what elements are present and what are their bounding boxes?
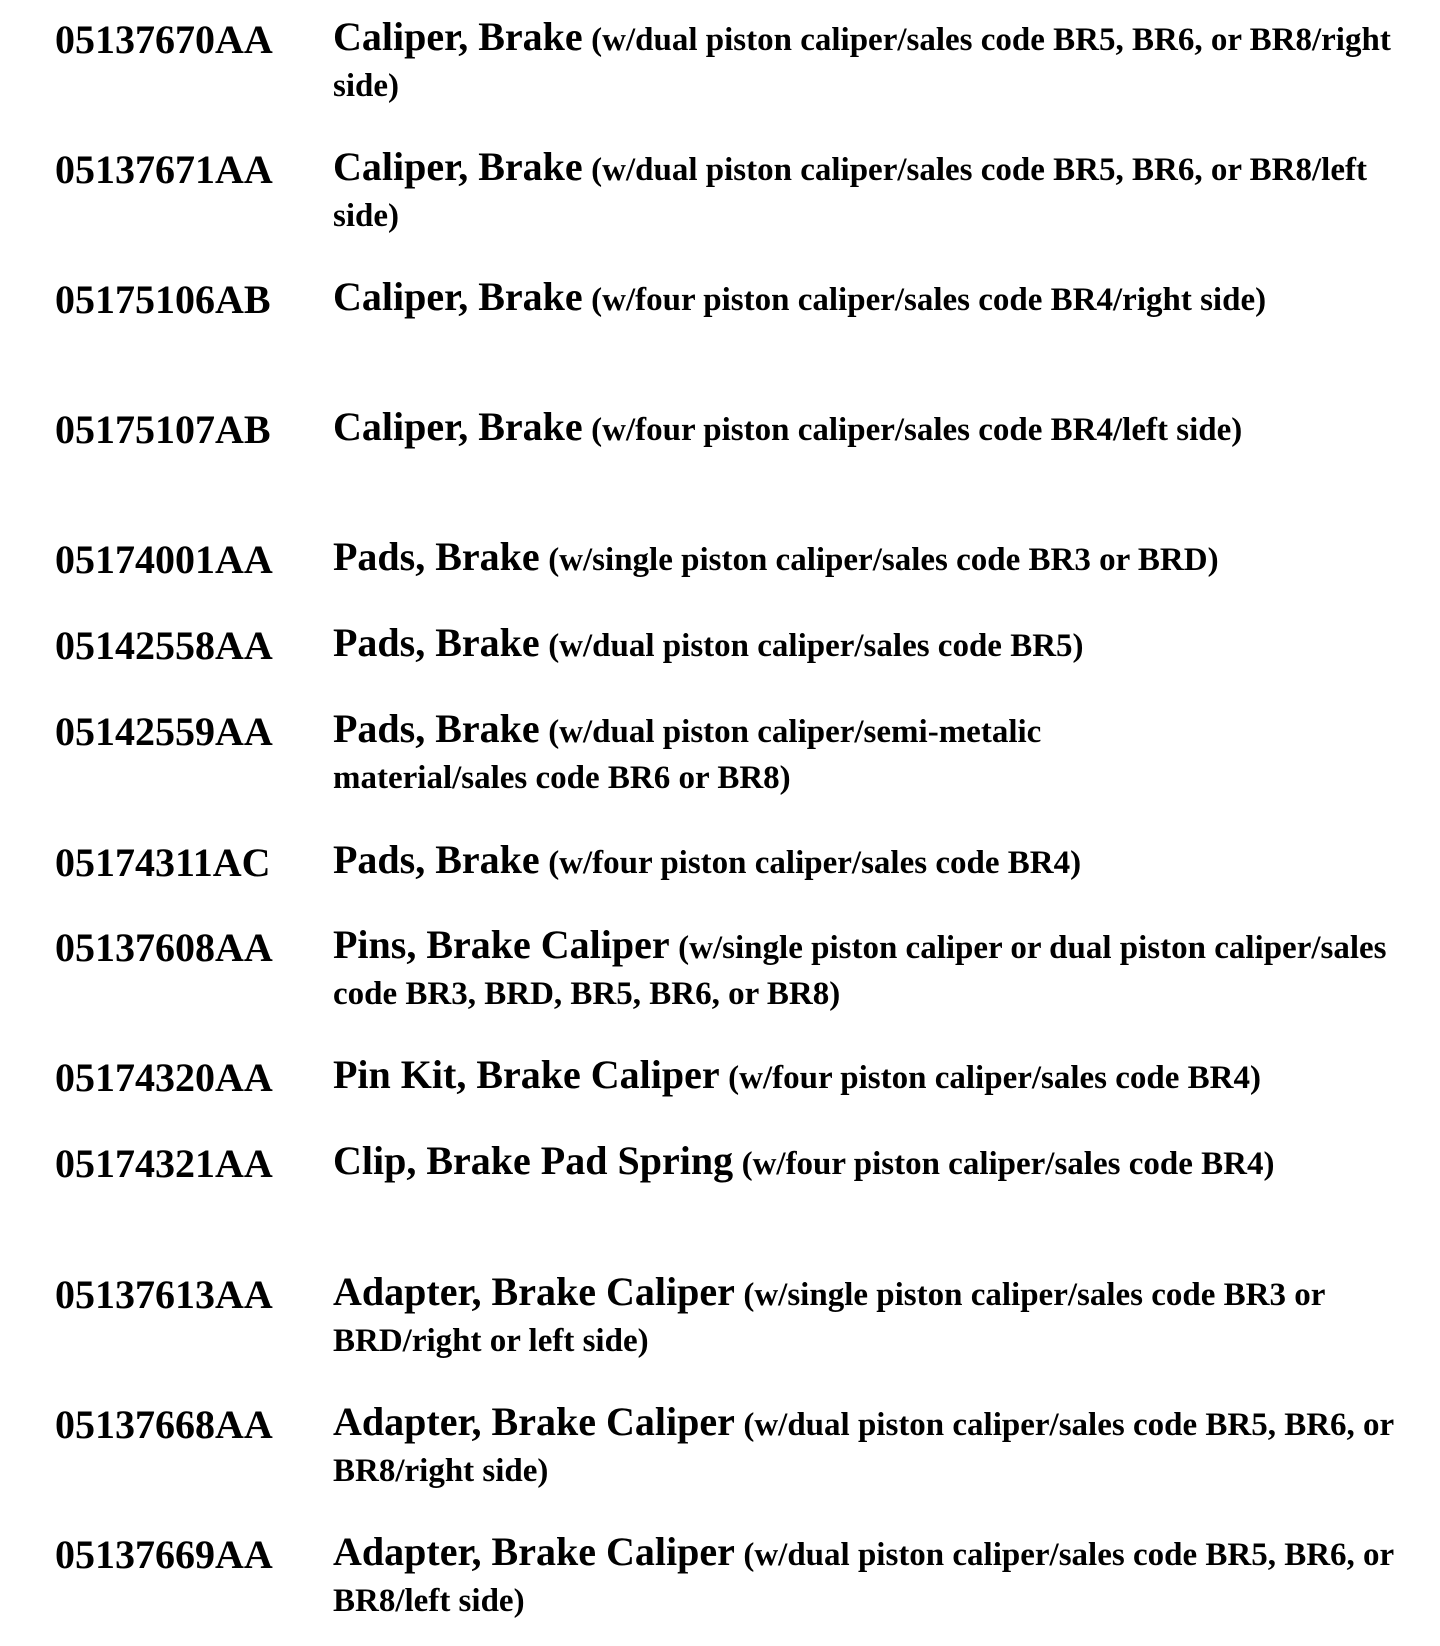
part-description	[333, 706, 1163, 801]
part-name: Caliper, Brake	[333, 274, 583, 319]
part-description	[333, 1138, 1343, 1187]
part-note: (w/single piston caliper/sales code BR3 or BRD/right or left side)	[333, 1277, 1325, 1359]
part-note: (w/four piston caliper/sales code BR4)	[728, 1060, 1262, 1096]
part-description	[333, 922, 1413, 1017]
part-description	[333, 1269, 1413, 1364]
part-note: (w/dual piston caliper/sales code BR5, BR6, or BR8/right side)	[333, 22, 1391, 104]
part-number: 05175106AB	[55, 277, 271, 322]
part-name: Adapter, Brake Caliper	[333, 1399, 735, 1444]
part-name: Caliper, Brake	[333, 404, 583, 449]
part-name: Clip, Brake Pad Spring	[333, 1138, 734, 1183]
part-name: Caliper, Brake	[333, 14, 583, 59]
part-note: (w/four piston caliper/sales code BR4)	[741, 1146, 1275, 1182]
part-number: 05174321AA	[55, 1141, 273, 1186]
part-name: Pads, Brake	[333, 620, 540, 665]
part-note: (w/four piston caliper/sales code BR4/left side)	[591, 412, 1243, 448]
part-note: (w/dual piston caliper/sales code BR5)	[548, 628, 1084, 664]
part-note: (w/single piston caliper/sales code BR3 or BRD)	[548, 542, 1219, 578]
part-note: (w/dual piston caliper/semi-metalic material/sales code BR6 or BR8)	[333, 714, 1042, 796]
part-description	[333, 14, 1413, 109]
part-description	[333, 1529, 1413, 1624]
part-note: (w/dual piston caliper/sales code BR5, BR6, or BR8/right side)	[333, 1407, 1394, 1489]
part-name: Pin Kit, Brake Caliper	[333, 1052, 720, 1097]
part-description	[333, 274, 1413, 323]
part-description	[333, 1399, 1413, 1494]
part-number: 05142558AA	[55, 623, 273, 668]
part-note: (w/single piston caliper or dual piston caliper/sales code BR3, BRD, BR5, BR6, or BR8)	[333, 930, 1387, 1012]
part-name: Pins, Brake Caliper	[333, 922, 670, 967]
part-number: 05137669AA	[55, 1532, 273, 1577]
part-note: (w/four piston caliper/sales code BR4)	[548, 845, 1082, 881]
part-name: Pads, Brake	[333, 837, 540, 882]
part-note: (w/four piston caliper/sales code BR4/right side)	[591, 282, 1267, 318]
part-description	[333, 837, 1413, 886]
part-number: 05174311AC	[55, 840, 271, 885]
part-number: 05137671AA	[55, 147, 273, 192]
part-name: Pads, Brake	[333, 534, 540, 579]
part-number: 05175107AB	[55, 407, 271, 452]
part-description	[333, 144, 1413, 239]
part-number: 05137668AA	[55, 1402, 273, 1447]
part-name: Pads, Brake	[333, 706, 540, 751]
part-number: 05137670AA	[55, 17, 273, 62]
part-number: 05142559AA	[55, 709, 273, 754]
part-note: (w/dual piston caliper/sales code BR5, BR6, or BR8/left side)	[333, 152, 1367, 234]
part-description	[333, 1052, 1413, 1101]
part-number: 05174320AA	[55, 1055, 273, 1100]
part-number: 05174001AA	[55, 537, 273, 582]
part-description	[333, 620, 1413, 669]
part-description	[333, 404, 1413, 453]
part-name: Caliper, Brake	[333, 144, 583, 189]
part-name: Adapter, Brake Caliper	[333, 1269, 735, 1314]
part-number: 05137608AA	[55, 925, 273, 970]
part-number: 05137613AA	[55, 1272, 273, 1317]
part-name: Adapter, Brake Caliper	[333, 1529, 735, 1574]
part-description	[333, 534, 1413, 583]
part-note: (w/dual piston caliper/sales code BR5, BR6, or BR8/left side)	[333, 1537, 1394, 1619]
